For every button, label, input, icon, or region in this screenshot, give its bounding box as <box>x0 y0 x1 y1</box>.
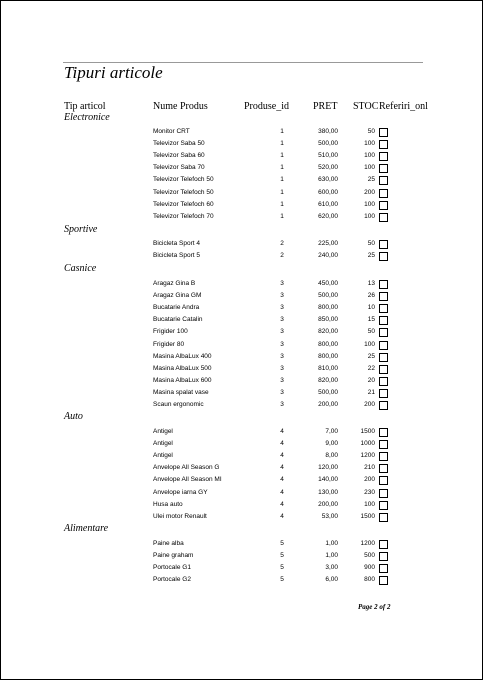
product-id: 1 <box>280 140 284 148</box>
product-id: 3 <box>280 316 284 324</box>
product-name: Televizor Saba 70 <box>153 164 205 172</box>
product-price: 520,00 <box>318 164 338 172</box>
product-price: 380,00 <box>318 128 338 135</box>
product-price: 200,00 <box>318 500 338 508</box>
product-stock: 50 <box>367 240 375 247</box>
report-title: Tipuri articole <box>64 63 163 82</box>
product-name: Scaun ergonomic <box>153 401 204 408</box>
referiri-checkbox[interactable] <box>379 428 388 437</box>
table-row <box>1 499 483 511</box>
product-stock: 1500 <box>360 428 375 435</box>
product-name: Masina AlbaLux 600 <box>153 376 212 384</box>
product-stock: 100 <box>364 500 375 508</box>
referiri-checkbox[interactable] <box>379 176 388 185</box>
product-id: 1 <box>280 176 284 184</box>
product-id: 5 <box>280 540 284 547</box>
product-name: Televizor Telefoch 70 <box>153 212 214 220</box>
product-id: 1 <box>280 152 284 160</box>
table-row <box>1 150 483 162</box>
product-stock: 13 <box>367 280 375 287</box>
referiri-checkbox[interactable] <box>379 540 388 549</box>
product-price: 800,00 <box>318 352 338 360</box>
product-id: 4 <box>280 440 284 448</box>
product-name: Masina spalat vase <box>153 388 209 396</box>
referiri-checkbox[interactable] <box>379 201 388 210</box>
product-name: Ulei motor Renault <box>153 512 207 520</box>
referiri-checkbox[interactable] <box>379 513 388 522</box>
product-id: 5 <box>280 552 284 560</box>
product-id: 3 <box>280 376 284 384</box>
category-heading: Electronice <box>64 112 110 123</box>
product-id: 3 <box>280 364 284 372</box>
product-name: Aragaz Gina B <box>153 280 196 287</box>
referiri-checkbox[interactable] <box>379 213 388 222</box>
product-price: 9,00 <box>325 440 338 448</box>
product-name: Televizor Saba 60 <box>153 152 205 160</box>
referiri-checkbox[interactable] <box>379 501 388 510</box>
product-name: Bucatarie Catalin <box>153 316 203 324</box>
product-price: 810,00 <box>318 364 338 372</box>
referiri-checkbox[interactable] <box>379 328 388 337</box>
table-row <box>1 426 483 438</box>
product-price: 630,00 <box>318 176 338 184</box>
table-row <box>1 211 483 223</box>
product-id: 1 <box>280 188 284 196</box>
product-price: 1,00 <box>325 552 338 560</box>
product-name: Frigider 80 <box>153 340 185 348</box>
product-id: 3 <box>280 388 284 396</box>
product-name: Portocale G1 <box>153 564 191 572</box>
table-row <box>1 199 483 211</box>
table-row <box>1 326 483 338</box>
product-name: Televizor Saba 50 <box>153 140 205 148</box>
header-referiri: Referiri_onl <box>379 101 428 112</box>
product-stock: 100 <box>364 164 375 172</box>
product-id: 4 <box>280 512 284 520</box>
product-stock: 1000 <box>360 440 375 448</box>
product-stock: 1500 <box>360 512 375 520</box>
table-row <box>1 562 483 574</box>
table-row <box>1 351 483 363</box>
product-name: Anvelope All Season G <box>153 464 220 472</box>
table-row <box>1 174 483 186</box>
product-price: 7,00 <box>325 428 338 435</box>
table-row <box>1 290 483 302</box>
product-id: 3 <box>280 292 284 300</box>
product-price: 140,00 <box>318 476 338 484</box>
product-stock: 50 <box>367 328 375 336</box>
product-name: Bicicleta Sport 4 <box>153 240 200 247</box>
product-name: Frigider 100 <box>153 328 188 336</box>
product-price: 200,00 <box>318 401 338 408</box>
product-id: 4 <box>280 476 284 484</box>
header-produse-id: Produse_id <box>244 101 289 112</box>
product-stock: 1200 <box>360 540 375 547</box>
referiri-checkbox[interactable] <box>379 576 388 585</box>
product-price: 1,00 <box>325 540 338 547</box>
product-name: Televizor Telefoch 60 <box>153 200 214 208</box>
product-name: Anvelope All Season MI <box>153 476 222 484</box>
product-stock: 10 <box>367 304 375 312</box>
product-stock: 25 <box>367 176 375 184</box>
referiri-checkbox[interactable] <box>379 128 388 137</box>
table-row <box>1 375 483 387</box>
product-id: 3 <box>280 328 284 336</box>
table-row <box>1 538 483 550</box>
table-row <box>1 126 483 138</box>
product-id: 1 <box>280 200 284 208</box>
product-stock: 25 <box>367 352 375 360</box>
referiri-checkbox[interactable] <box>379 252 388 261</box>
product-price: 600,00 <box>318 188 338 196</box>
product-name: Portocale G2 <box>153 576 191 584</box>
product-stock: 20 <box>367 376 375 384</box>
product-price: 120,00 <box>318 464 338 472</box>
product-stock: 22 <box>367 364 375 372</box>
product-id: 1 <box>280 212 284 220</box>
table-row <box>1 238 483 250</box>
table-row <box>1 162 483 174</box>
header-tip-articol: Tip articol <box>64 101 106 112</box>
referiri-checkbox[interactable] <box>379 164 388 173</box>
table-row <box>1 387 483 399</box>
product-id: 5 <box>280 564 284 572</box>
product-name: Antigel <box>153 452 173 460</box>
product-stock: 500 <box>364 552 375 560</box>
product-price: 500,00 <box>318 140 338 148</box>
table-row <box>1 487 483 499</box>
product-stock: 200 <box>364 401 375 408</box>
table-row <box>1 302 483 314</box>
header-pret: PRET <box>313 101 338 112</box>
product-price: 225,00 <box>318 240 338 247</box>
referiri-checkbox[interactable] <box>379 365 388 374</box>
product-id: 3 <box>280 304 284 312</box>
page-footer: Page 2 of 2 <box>358 603 391 611</box>
product-name: Husa auto <box>153 500 183 508</box>
referiri-checkbox[interactable] <box>379 353 388 362</box>
product-name: Aragaz Gina GM <box>153 292 202 300</box>
product-id: 1 <box>280 128 284 135</box>
table-row <box>1 363 483 375</box>
table-row <box>1 187 483 199</box>
product-id: 4 <box>280 500 284 508</box>
referiri-checkbox[interactable] <box>379 240 388 249</box>
table-row <box>1 474 483 486</box>
header-stoc: STOC <box>353 101 379 112</box>
product-price: 3,00 <box>325 564 338 572</box>
product-id: 3 <box>280 401 284 408</box>
referiri-checkbox[interactable] <box>379 476 388 485</box>
product-price: 500,00 <box>318 388 338 396</box>
referiri-checkbox[interactable] <box>379 452 388 461</box>
product-price: 610,00 <box>318 200 338 208</box>
product-stock: 1200 <box>360 452 375 460</box>
referiri-checkbox[interactable] <box>379 377 388 386</box>
table-row <box>1 462 483 474</box>
product-name: Antigel <box>153 428 173 435</box>
product-id: 2 <box>280 240 284 247</box>
product-price: 130,00 <box>318 488 338 496</box>
product-stock: 100 <box>364 152 375 160</box>
product-name: Masina AlbaLux 400 <box>153 352 212 360</box>
category-heading: Sportive <box>64 224 98 235</box>
product-stock: 200 <box>364 476 375 484</box>
referiri-checkbox[interactable] <box>379 292 388 301</box>
product-name: Televizor Telefoch 50 <box>153 188 214 196</box>
product-price: 510,00 <box>318 152 338 160</box>
product-id: 3 <box>280 280 284 287</box>
table-row <box>1 399 483 411</box>
product-name: Masina AlbaLux 500 <box>153 364 212 372</box>
product-stock: 900 <box>364 564 375 572</box>
product-price: 500,00 <box>318 292 338 300</box>
product-stock: 100 <box>364 340 375 348</box>
product-stock: 210 <box>364 464 375 472</box>
referiri-checkbox[interactable] <box>379 464 388 473</box>
referiri-checkbox[interactable] <box>379 489 388 498</box>
product-price: 820,00 <box>318 376 338 384</box>
header-nume-produs: Nume Produs <box>153 101 208 112</box>
referiri-checkbox[interactable] <box>379 564 388 573</box>
referiri-checkbox[interactable] <box>379 440 388 449</box>
table-row <box>1 511 483 523</box>
product-stock: 100 <box>364 212 375 220</box>
product-price: 850,00 <box>318 316 338 324</box>
product-stock: 25 <box>367 252 375 260</box>
product-name: Paine alba <box>153 540 184 547</box>
product-stock: 21 <box>367 388 375 396</box>
product-price: 53,00 <box>321 512 338 520</box>
product-stock: 50 <box>367 128 375 135</box>
product-name: Paine graham <box>153 552 194 560</box>
referiri-checkbox[interactable] <box>379 389 388 398</box>
product-id: 4 <box>280 452 284 460</box>
product-id: 3 <box>280 352 284 360</box>
table-row <box>1 574 483 586</box>
product-id: 4 <box>280 428 284 435</box>
product-stock: 100 <box>364 140 375 148</box>
product-id: 2 <box>280 252 284 260</box>
referiri-checkbox[interactable] <box>379 552 388 561</box>
table-row <box>1 550 483 562</box>
table-row <box>1 138 483 150</box>
category-heading: Alimentare <box>64 523 109 534</box>
referiri-checkbox[interactable] <box>379 316 388 325</box>
product-price: 450,00 <box>318 280 338 287</box>
product-stock: 800 <box>364 576 375 584</box>
product-price: 620,00 <box>318 212 338 220</box>
referiri-checkbox[interactable] <box>379 304 388 313</box>
product-price: 6,00 <box>325 576 338 584</box>
product-id: 5 <box>280 576 284 584</box>
product-stock: 15 <box>367 316 375 324</box>
table-row <box>1 438 483 450</box>
product-id: 1 <box>280 164 284 172</box>
product-name: Bicicleta Sport 5 <box>153 252 200 260</box>
product-name: Anvelope iarna GY <box>153 488 208 496</box>
product-id: 3 <box>280 340 284 348</box>
product-price: 240,00 <box>318 252 338 260</box>
product-id: 4 <box>280 464 284 472</box>
referiri-checkbox[interactable] <box>379 401 388 410</box>
table-row <box>1 339 483 351</box>
referiri-checkbox[interactable] <box>379 341 388 350</box>
product-name: Monitor CRT <box>153 128 190 135</box>
product-stock: 230 <box>364 488 375 496</box>
category-heading: Casnice <box>64 263 97 274</box>
referiri-checkbox[interactable] <box>379 152 388 161</box>
product-stock: 100 <box>364 200 375 208</box>
product-id: 4 <box>280 488 284 496</box>
product-name: Antigel <box>153 440 173 448</box>
category-heading: Auto <box>64 411 83 422</box>
referiri-checkbox[interactable] <box>379 140 388 149</box>
product-price: 820,00 <box>318 328 338 336</box>
referiri-checkbox[interactable] <box>379 280 388 289</box>
product-name: Bucatarie Andra <box>153 304 200 312</box>
product-stock: 26 <box>367 292 375 300</box>
referiri-checkbox[interactable] <box>379 189 388 198</box>
product-stock: 200 <box>364 188 375 196</box>
product-price: 800,00 <box>318 340 338 348</box>
table-row <box>1 250 483 262</box>
table-row <box>1 314 483 326</box>
product-price: 800,00 <box>318 304 338 312</box>
table-row <box>1 278 483 290</box>
product-name: Televizor Telefoch 50 <box>153 176 214 184</box>
table-row <box>1 450 483 462</box>
product-price: 8,00 <box>325 452 338 460</box>
